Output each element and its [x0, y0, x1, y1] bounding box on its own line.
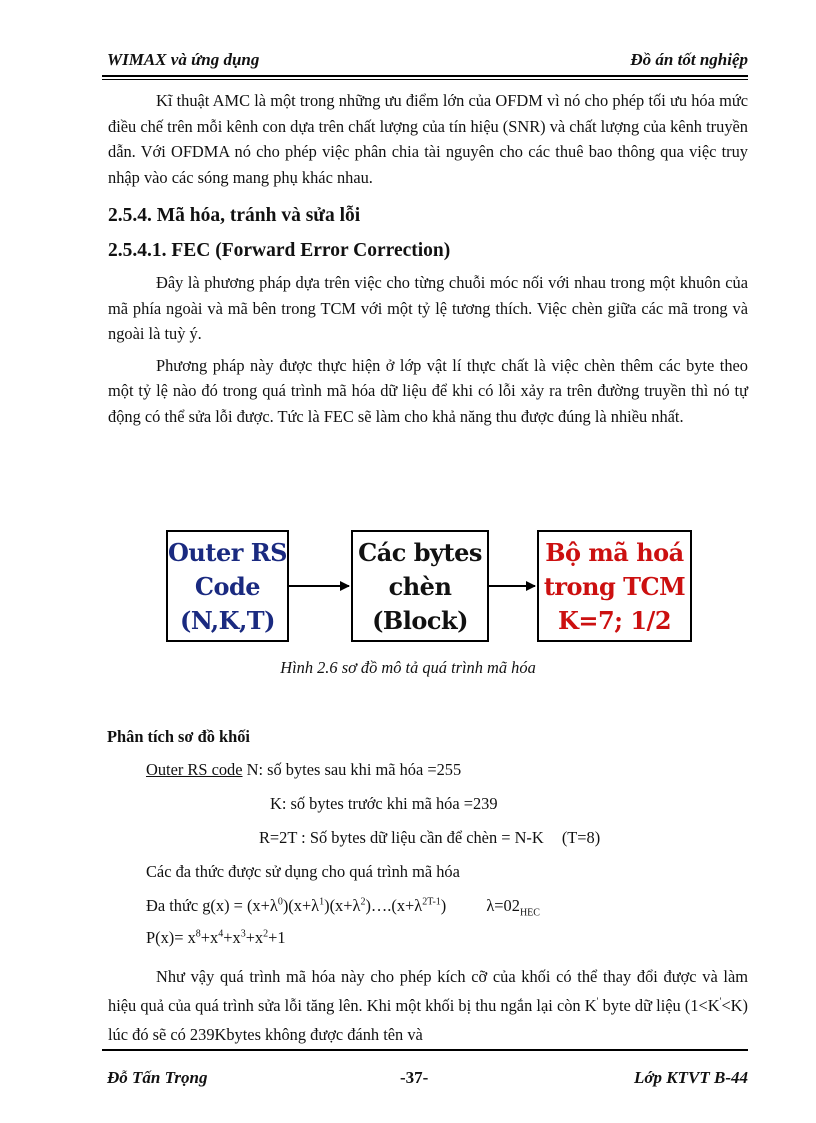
g-formula: $(x+\lambda^0)(x+\lambda^1)(x+\lambda^2)\dots.(x+\lambda^{2T-1})$ — [246, 896, 447, 915]
rs-code-label: Outer RS code — [146, 760, 243, 779]
prime-mark: ' — [596, 996, 599, 1008]
box3-line2: trong TCM — [543, 572, 686, 601]
paragraph-fec-1: Đây là phương pháp dựa trên việc cho từng chuỗi móc nối với nhau trong một khuôn của mã phía ngoài và mã bên trong TCM với một tỷ lệ tương thích. Việc chèn giữa các mã trong và ngoài là tuỳ ý. — [108, 273, 748, 343]
closing-paragraph — [108, 962, 748, 1049]
t-note: (T=8) — [561, 828, 601, 847]
p-formula: $x^8+x^4+x^3+x^2+1$ — [187, 928, 286, 947]
r-definition-line — [259, 828, 600, 848]
analysis-title: Phân tích sơ đồ khối — [107, 727, 250, 746]
footer-author: Đỗ Tấn Trọng — [107, 1068, 208, 1087]
subsection-heading: 2.5.4.1. FEC (Forward Error Correction) — [108, 240, 451, 261]
box2-line3: (Block) — [372, 606, 468, 635]
paragraph-amc: Kĩ thuật AMC là một trong những ưu điểm lớn của OFDM vì nó cho phép tối ưu hóa mức điều chế trên mỗi kênh con dựa trên chất lượng của tín hiệu (SNR) và chất lượng của kênh truyền dẫn. Với OFDMA nó cho phép việc phân chia tài nguyên cho các thuê bao thông qua việc truy nhập vào các sóng mang phụ khác nhau. — [108, 91, 748, 187]
p-prefix: P(x)= — [146, 928, 188, 947]
footer-rule — [102, 1049, 748, 1051]
footer-class: Lớp KTVT B-44 — [634, 1068, 748, 1087]
k-definition: K: số bytes trước khi mã hóa =239 — [270, 794, 498, 813]
lambda-subscript: HEC — [519, 907, 540, 919]
header-rule-thin — [102, 79, 748, 80]
lambda-def — [486, 896, 540, 919]
paragraph-fec-2: Phương pháp này được thực hiện ở lớp vật lí thực chất là việc chèn thêm các byte theo một tỷ lệ nào đó trong quá trình mã hóa dữ liệu để khi có lỗi xảy ra trên đường truyền thì nó tự động có thể sửa lỗi được. Tức là FEC sẽ làm cho khả năng thu được đúng là nhiều nhất. — [108, 355, 748, 426]
tcm-encoder-box — [537, 530, 692, 642]
lambda-prefix: λ=02 — [486, 896, 520, 915]
r-definition: R=2T : Số bytes dữ liệu cần để chèn = N-K — [259, 828, 544, 847]
section-heading: 2.5.4. Mã hóa, tránh và sửa lỗi — [108, 205, 361, 226]
box3-line3: K=7; 1/2 — [557, 606, 672, 635]
page-number: -37- — [400, 1068, 429, 1087]
g-prefix: Đa thức g(x) = — [146, 896, 247, 915]
closing-part-2: byte dữ liệu (1<K — [598, 996, 720, 1015]
inserted-bytes-box — [351, 530, 489, 642]
closing-part-3: <K) lúc đó sẽ có 239Kbytes không được đánh tên và — [108, 996, 748, 1044]
closing-part-1: Như vậy quá trình mã hóa này cho phép kích cỡ của khối có thể thay đổi được và làm hiệu quả của quá trình sửa lỗi tăng lên. Khi một khối bị thu ngắn lại còn K — [108, 967, 748, 1015]
figure-caption: Hình 2.6 sơ đồ mô tả quá trình mã hóa — [280, 658, 536, 677]
box1-line2: Code — [194, 572, 261, 601]
generator-polynomial — [146, 896, 540, 919]
n-definition: N: số bytes sau khi mã hóa =255 — [246, 760, 462, 779]
box3-line1: Bộ mã hoá — [545, 538, 684, 567]
header-doc-type: Đồ án tốt nghiệp — [630, 50, 748, 69]
body-text — [108, 88, 748, 429]
header-title: WIMAX và ứng dụng — [107, 50, 260, 69]
prime-mark-2: ' — [719, 996, 722, 1008]
box2-line2: chèn — [388, 572, 452, 601]
rs-code-line — [146, 760, 461, 780]
outer-rs-code-box — [166, 530, 289, 642]
header-rule — [102, 75, 748, 77]
box2-line1: Các bytes — [358, 538, 482, 567]
closing-text — [108, 962, 748, 1049]
box1-line3: (N,K,T) — [179, 606, 276, 635]
encoding-block-diagram — [166, 530, 692, 646]
box1-line1: Outer RS — [168, 538, 287, 567]
primitive-polynomial — [146, 928, 286, 948]
polynomial-intro: Các đa thức được sử dụng cho quá trình mã hóa — [146, 862, 460, 881]
